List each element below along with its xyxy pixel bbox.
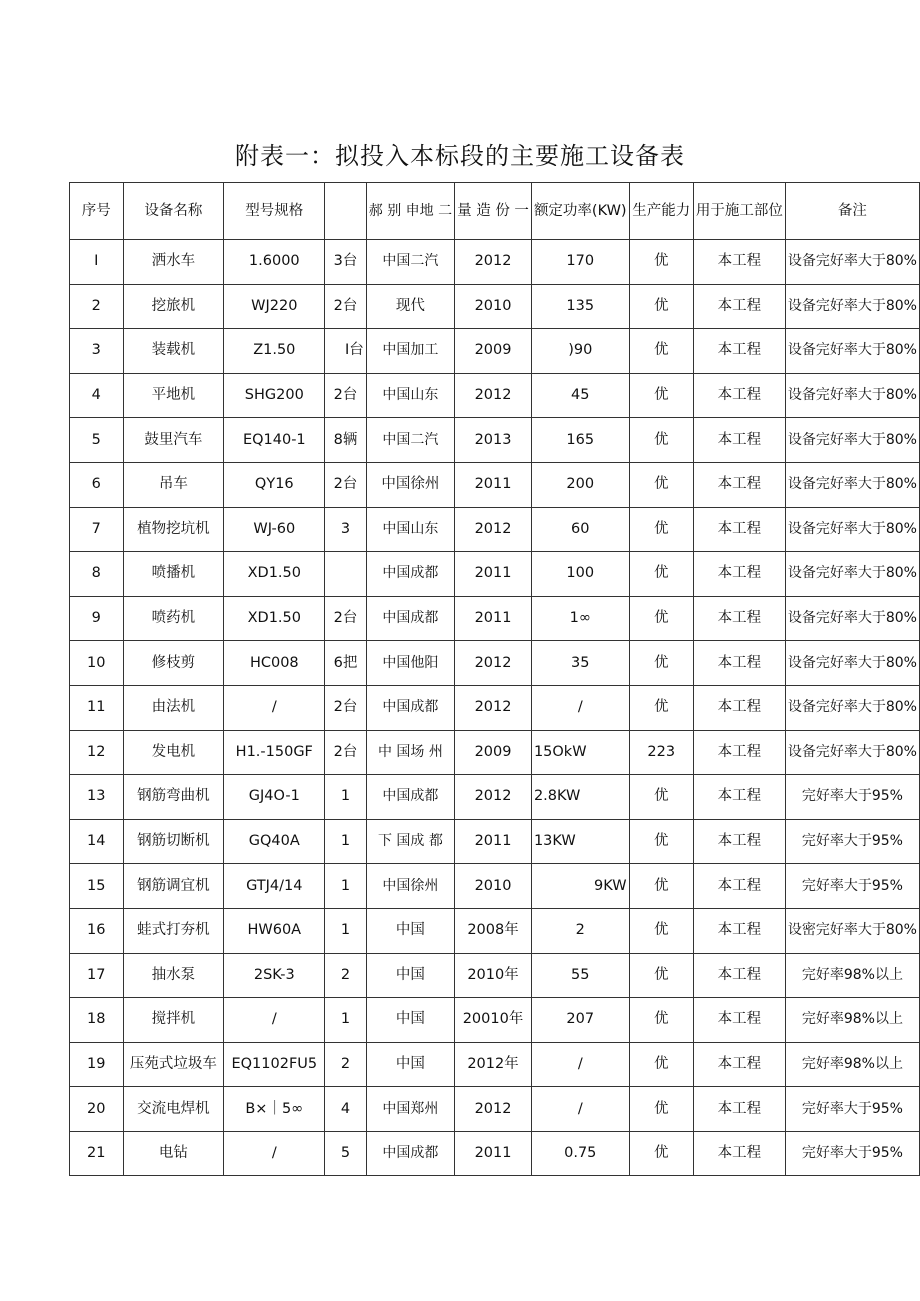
cell-qty: 2台 [325,373,366,418]
cell-qty: 1 [325,864,366,909]
table-row [70,373,920,418]
table-row [70,284,920,329]
cell-model: / [224,998,325,1043]
cell-power: 55 [531,953,629,998]
cell-name: 平地机 [123,373,224,418]
cell-capacity: 优 [629,819,693,864]
cell-qty: 8辆 [325,418,366,463]
cell-seq: 18 [70,998,124,1043]
cell-year: 2009 [455,730,532,775]
cell-remark: 设备完好率大于80% [785,596,919,641]
cell-model: / [224,685,325,730]
table-row [70,685,920,730]
cell-capacity: 优 [629,641,693,686]
cell-model: HC008 [224,641,325,686]
cell-usage: 本工程 [693,641,785,686]
cell-remark: 设备完好率大于80% [785,507,919,552]
cell-origin: 中国 [366,953,454,998]
cell-usage: 本工程 [693,908,785,953]
table-row [70,418,920,463]
cell-year: 2012 [455,240,532,285]
cell-name: 抽水泵 [123,953,224,998]
table-row [70,240,920,285]
cell-origin: 中国 [366,1042,454,1087]
cell-capacity: 223 [629,730,693,775]
cell-usage: 本工程 [693,998,785,1043]
cell-model: QY16 [224,462,325,507]
cell-remark: 完好率大于95% [785,819,919,864]
cell-remark: 完好率大于95% [785,1131,919,1176]
header-power: 额定功率(KW) [531,183,629,240]
table-row [70,908,920,953]
table-row [70,1042,920,1087]
cell-year: 2012 [455,507,532,552]
cell-power: 45 [531,373,629,418]
cell-usage: 本工程 [693,730,785,775]
cell-usage: 本工程 [693,373,785,418]
cell-name: 电钻 [123,1131,224,1176]
cell-name: 钢筋调宜机 [123,864,224,909]
cell-model: GTJ4/14 [224,864,325,909]
equipment-table [69,182,920,1176]
cell-name: 挖旅机 [123,284,224,329]
table-row [70,329,920,374]
table-row [70,552,920,597]
cell-power: 2.8KW [531,775,629,820]
cell-power: / [531,1087,629,1132]
cell-capacity: 优 [629,908,693,953]
table-row [70,596,920,641]
cell-power: 1∞ [531,596,629,641]
cell-remark: 完好率大于95% [785,864,919,909]
table-row [70,1131,920,1176]
cell-model: XD1.50 [224,596,325,641]
header-seq: 序号 [70,183,124,240]
cell-power: 207 [531,998,629,1043]
cell-name: 钢筋切断机 [123,819,224,864]
cell-name: 钢筋弯曲机 [123,775,224,820]
cell-capacity: 优 [629,685,693,730]
cell-model: 2SK-3 [224,953,325,998]
cell-usage: 本工程 [693,1042,785,1087]
header-model: 型号规格 [224,183,325,240]
cell-origin: 中国成都 [366,685,454,730]
cell-usage: 本工程 [693,1131,785,1176]
cell-capacity: 优 [629,329,693,374]
cell-power: 13KW [531,819,629,864]
cell-year: 2012 [455,373,532,418]
cell-model: HW60A [224,908,325,953]
cell-usage: 本工程 [693,775,785,820]
cell-year: 2010 [455,284,532,329]
cell-seq: 5 [70,418,124,463]
cell-remark: 设备完好率大于80% [785,284,919,329]
cell-usage: 本工程 [693,864,785,909]
cell-name: 吊车 [123,462,224,507]
cell-power: 100 [531,552,629,597]
cell-seq: 2 [70,284,124,329]
cell-remark: 设备完好率大于80% [785,462,919,507]
cell-seq: I [70,240,124,285]
table-row [70,641,920,686]
table-row [70,462,920,507]
cell-usage: 本工程 [693,596,785,641]
cell-remark: 设备完好率大于80% [785,685,919,730]
header-name: 设备名称 [123,183,224,240]
cell-origin: 中国成都 [366,552,454,597]
cell-usage: 本工程 [693,329,785,374]
cell-year: 2011 [455,596,532,641]
cell-qty: 2台 [325,730,366,775]
cell-capacity: 优 [629,1042,693,1087]
cell-qty: 6把 [325,641,366,686]
cell-year: 2012 [455,775,532,820]
cell-qty: 4 [325,1087,366,1132]
cell-power: / [531,685,629,730]
cell-qty: I台 [325,329,366,374]
table-row [70,507,920,552]
cell-origin: 中国加工 [366,329,454,374]
cell-seq: 13 [70,775,124,820]
cell-year: 2012 [455,685,532,730]
cell-capacity: 优 [629,418,693,463]
cell-year: 2012 [455,1087,532,1132]
cell-power: 135 [531,284,629,329]
cell-remark: 完好率大于95% [785,775,919,820]
cell-model: B×｜5∞ [224,1087,325,1132]
cell-model: WJ220 [224,284,325,329]
cell-year: 20010年 [455,998,532,1043]
cell-seq: 9 [70,596,124,641]
cell-seq: 17 [70,953,124,998]
cell-name: 洒水车 [123,240,224,285]
cell-power: )90 [531,329,629,374]
cell-remark: 设备完好率大于80% [785,373,919,418]
cell-qty: 2 [325,953,366,998]
table-row [70,1087,920,1132]
cell-usage: 本工程 [693,462,785,507]
cell-model: EQ140-1 [224,418,325,463]
cell-origin: 中国郑州 [366,1087,454,1132]
cell-origin: 中 国场 州 [366,730,454,775]
cell-capacity: 优 [629,1087,693,1132]
cell-seq: 20 [70,1087,124,1132]
table-header-row [70,183,920,240]
cell-model: / [224,1131,325,1176]
cell-capacity: 优 [629,284,693,329]
cell-usage: 本工程 [693,953,785,998]
cell-seq: 15 [70,864,124,909]
header-origin: 郝 别 申地 二 [366,183,454,240]
cell-seq: 7 [70,507,124,552]
cell-year: 2011 [455,462,532,507]
cell-qty: 1 [325,775,366,820]
cell-qty: 2台 [325,685,366,730]
cell-year: 2012年 [455,1042,532,1087]
cell-remark: 设备完好率大于80% [785,552,919,597]
cell-usage: 本工程 [693,507,785,552]
cell-capacity: 优 [629,240,693,285]
cell-seq: 14 [70,819,124,864]
cell-model: GQ40A [224,819,325,864]
cell-origin: 中国徐州 [366,462,454,507]
cell-name: 装载机 [123,329,224,374]
cell-seq: 11 [70,685,124,730]
cell-model: WJ-60 [224,507,325,552]
cell-capacity: 优 [629,552,693,597]
cell-qty: 1 [325,998,366,1043]
cell-qty: 3台 [325,240,366,285]
cell-origin: 中国二汽 [366,418,454,463]
cell-model: EQ1102FU5 [224,1042,325,1087]
cell-usage: 本工程 [693,1087,785,1132]
cell-name: 鼓里汽车 [123,418,224,463]
table-row [70,953,920,998]
cell-origin: 中国 [366,908,454,953]
page-title: 附表一：拟投入本标段的主要施工设备表 [235,142,685,170]
cell-model: XD1.50 [224,552,325,597]
cell-qty: 2台 [325,284,366,329]
cell-remark: 完好率98%以上 [785,998,919,1043]
cell-origin: 中国成都 [366,596,454,641]
cell-name: 交流电焊机 [123,1087,224,1132]
cell-seq: 19 [70,1042,124,1087]
cell-power: 60 [531,507,629,552]
cell-remark: 完好率98%以上 [785,1042,919,1087]
cell-usage: 本工程 [693,819,785,864]
header-remark: 备注 [785,183,919,240]
cell-seq: 4 [70,373,124,418]
cell-qty: 1 [325,908,366,953]
cell-origin: 中国 [366,998,454,1043]
cell-qty: 2台 [325,462,366,507]
cell-qty: 1 [325,819,366,864]
cell-name: 蛙式打夯机 [123,908,224,953]
cell-capacity: 优 [629,953,693,998]
cell-capacity: 优 [629,462,693,507]
table-row [70,730,920,775]
cell-year: 2010 [455,864,532,909]
cell-year: 2010年 [455,953,532,998]
cell-origin: 现代 [366,284,454,329]
cell-name: 压苑式垃圾车 [123,1042,224,1087]
cell-model: SHG200 [224,373,325,418]
cell-model: H1.-150GF [224,730,325,775]
cell-seq: 16 [70,908,124,953]
cell-power: 2 [531,908,629,953]
cell-capacity: 优 [629,373,693,418]
cell-seq: 6 [70,462,124,507]
cell-usage: 本工程 [693,418,785,463]
cell-capacity: 优 [629,998,693,1043]
cell-name: 喷播机 [123,552,224,597]
cell-capacity: 优 [629,775,693,820]
header-qty [325,183,366,240]
cell-name: 修枝剪 [123,641,224,686]
cell-power: 165 [531,418,629,463]
cell-remark: 设备完好率大于80% [785,641,919,686]
table-row [70,819,920,864]
header-usage: 用于施工部位 [693,183,785,240]
cell-model: GJ4O-1 [224,775,325,820]
cell-name: 植物挖坑机 [123,507,224,552]
cell-power: 200 [531,462,629,507]
cell-qty: 2台 [325,596,366,641]
cell-qty [325,552,366,597]
header-year: 量 造 份 一 [455,183,532,240]
cell-power: 15OkW [531,730,629,775]
cell-seq: 12 [70,730,124,775]
cell-power: / [531,1042,629,1087]
table-row [70,864,920,909]
cell-model: 1.6000 [224,240,325,285]
cell-qty: 3 [325,507,366,552]
cell-origin: 中国成都 [366,1131,454,1176]
cell-year: 2008年 [455,908,532,953]
cell-origin: 中国山东 [366,373,454,418]
cell-year: 2009 [455,329,532,374]
cell-usage: 本工程 [693,284,785,329]
header-capacity: 生产能力 [629,183,693,240]
cell-name: 由法机 [123,685,224,730]
table-row [70,998,920,1043]
table-row [70,775,920,820]
cell-model: Z1.50 [224,329,325,374]
cell-year: 2013 [455,418,532,463]
cell-qty: 5 [325,1131,366,1176]
cell-remark: 设密完好率大于80% [785,908,919,953]
cell-capacity: 优 [629,864,693,909]
cell-remark: 设备完好率大于80% [785,329,919,374]
cell-power: 0.75 [531,1131,629,1176]
cell-capacity: 优 [629,596,693,641]
cell-origin: 中国成都 [366,775,454,820]
cell-origin: 中国山东 [366,507,454,552]
cell-origin: 中国他阳 [366,641,454,686]
cell-name: 搅拌机 [123,998,224,1043]
cell-power: 170 [531,240,629,285]
cell-power: 35 [531,641,629,686]
cell-origin: 中国二汽 [366,240,454,285]
cell-name: 发电机 [123,730,224,775]
cell-capacity: 优 [629,1131,693,1176]
cell-seq: 8 [70,552,124,597]
cell-usage: 本工程 [693,685,785,730]
cell-year: 2012 [455,641,532,686]
cell-remark: 设备完好率大于80% [785,418,919,463]
cell-seq: 3 [70,329,124,374]
cell-power: 9KW [531,864,629,909]
cell-name: 喷药机 [123,596,224,641]
cell-remark: 设备完好率大于80% [785,240,919,285]
cell-year: 2011 [455,1131,532,1176]
cell-remark: 设备完好率大于80% [785,730,919,775]
cell-remark: 完好率98%以上 [785,953,919,998]
cell-year: 2011 [455,552,532,597]
cell-origin: 中国徐州 [366,864,454,909]
cell-year: 2011 [455,819,532,864]
cell-qty: 2 [325,1042,366,1087]
cell-remark: 完好率大于95% [785,1087,919,1132]
cell-capacity: 优 [629,507,693,552]
cell-usage: 本工程 [693,552,785,597]
cell-usage: 本工程 [693,240,785,285]
cell-seq: 10 [70,641,124,686]
cell-seq: 21 [70,1131,124,1176]
cell-origin: 下 国成 都 [366,819,454,864]
